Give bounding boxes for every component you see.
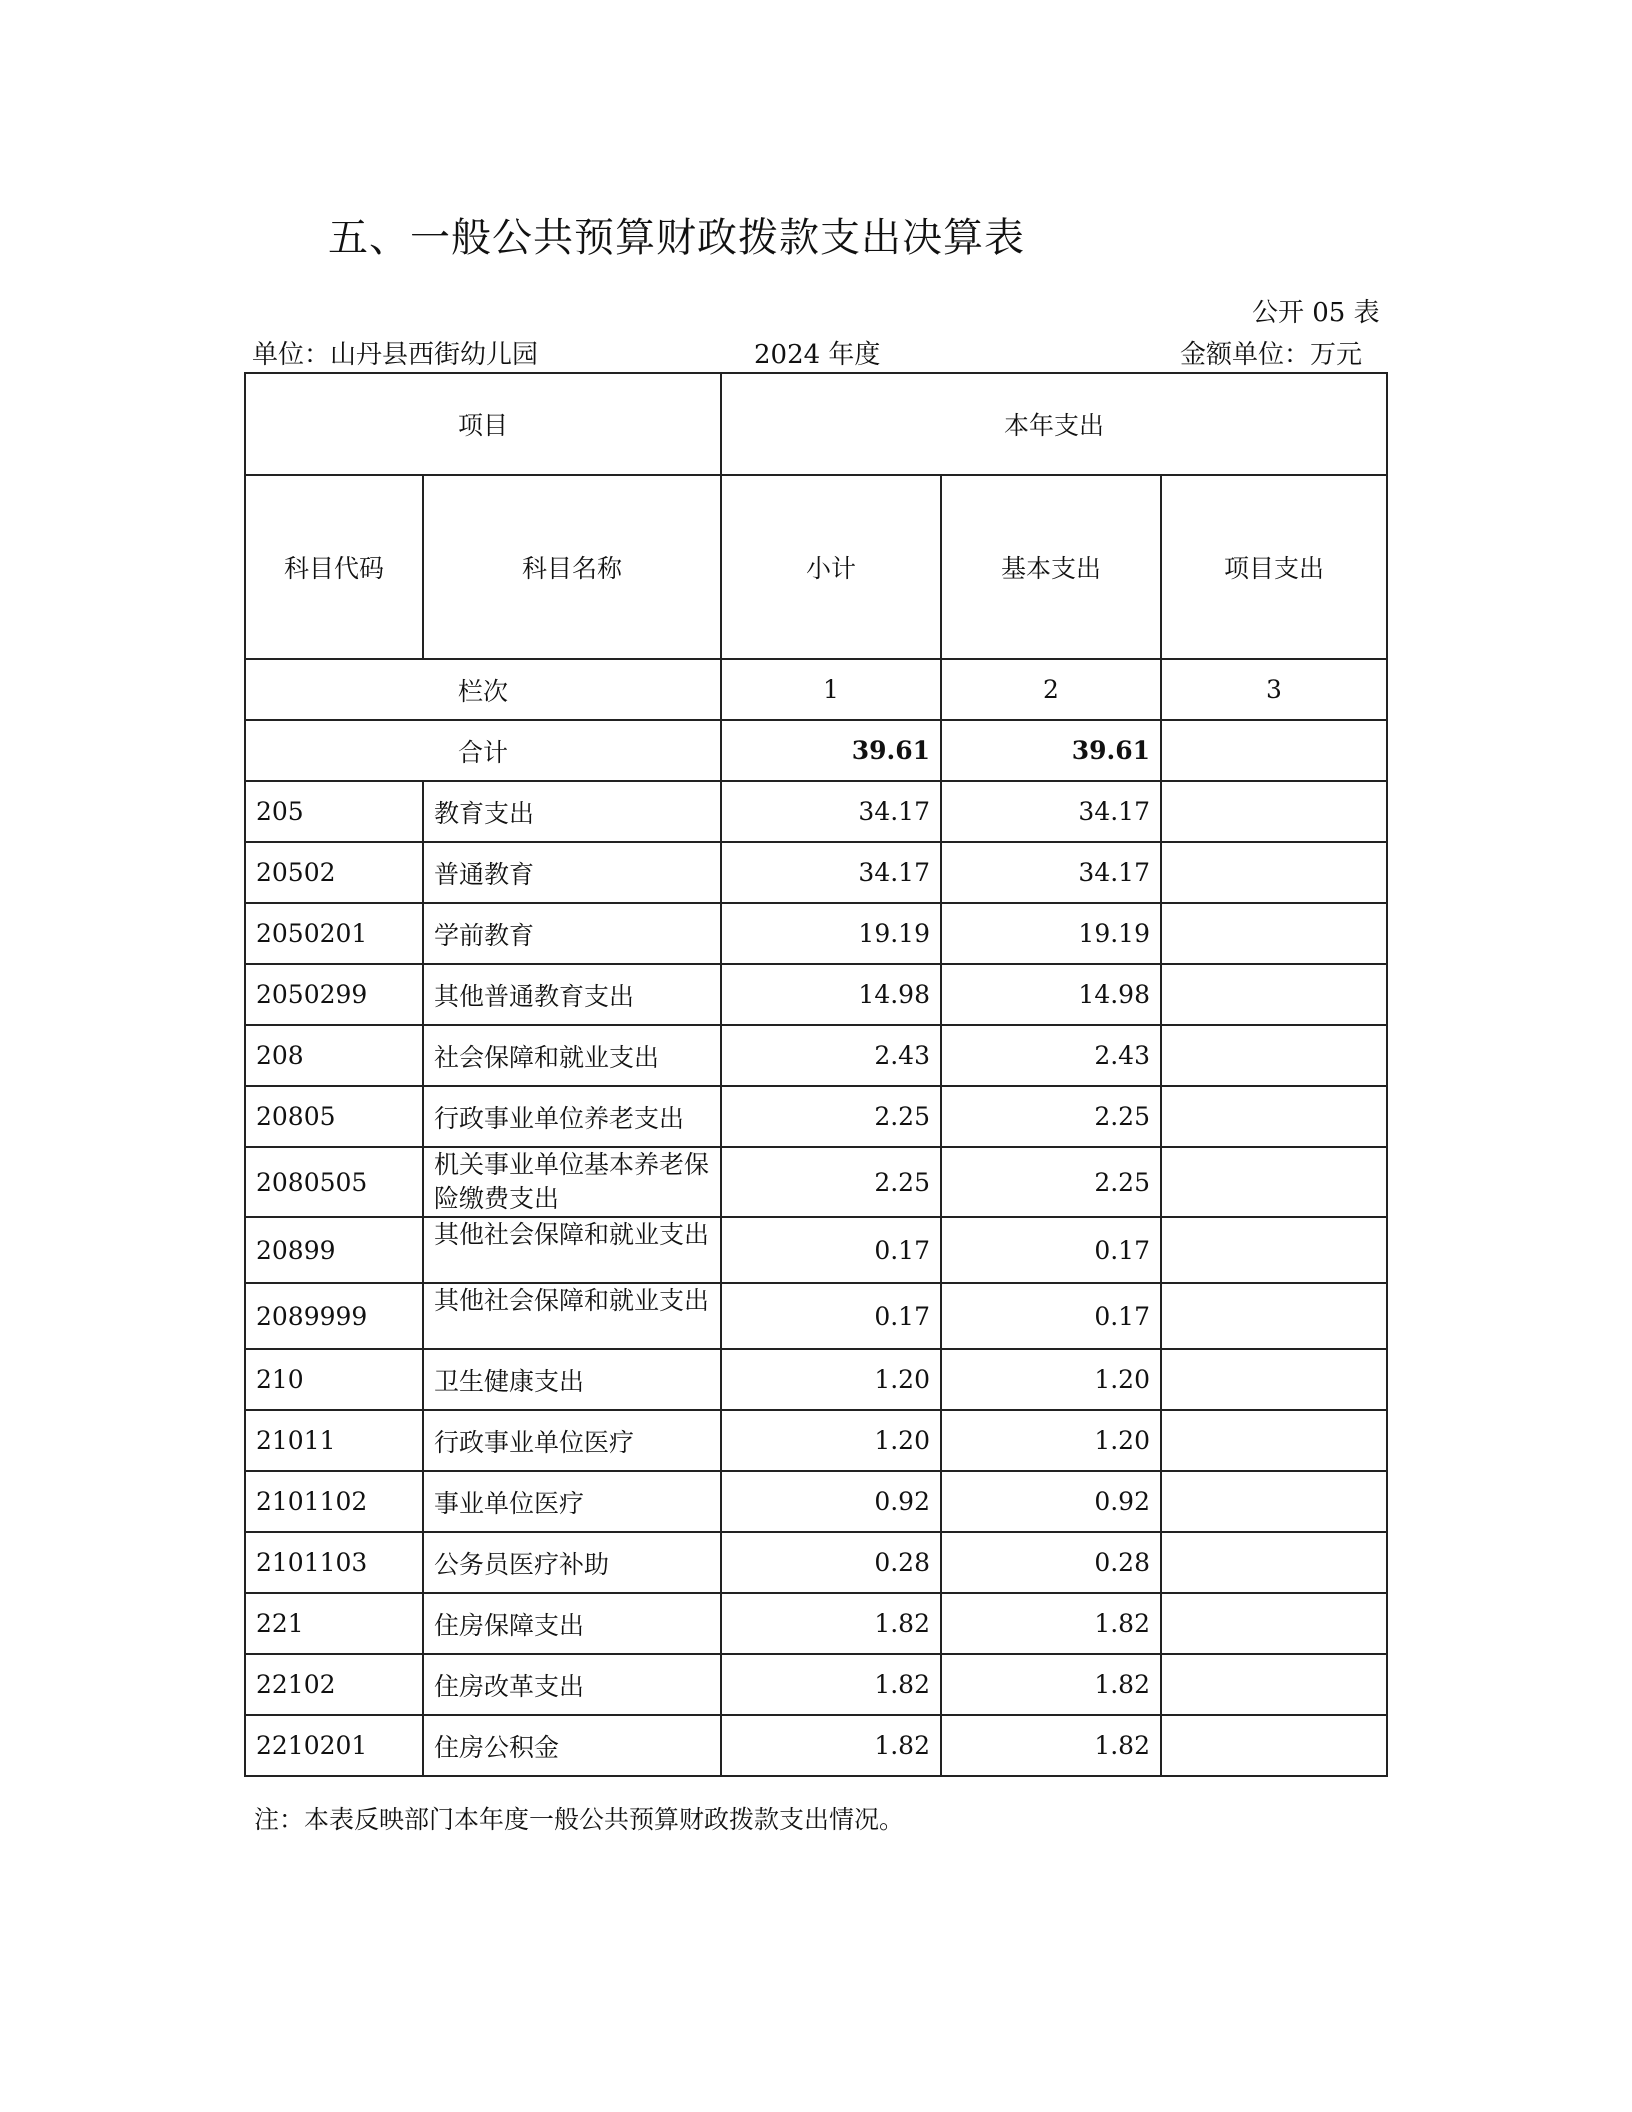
account-code: 21011 xyxy=(245,1410,423,1471)
basic-value: 34.17 xyxy=(941,781,1161,842)
column-index-1: 1 xyxy=(721,659,941,720)
project-value xyxy=(1161,903,1387,964)
account-name xyxy=(423,1147,721,1217)
project-value xyxy=(1161,1025,1387,1086)
account-name: 社会保障和就业支出 xyxy=(423,1025,721,1086)
basic-value: 1.82 xyxy=(941,1654,1161,1715)
footnote: 注：本表反映部门本年度一般公共预算财政拨款支出情况。 xyxy=(254,1805,905,1834)
project-value xyxy=(1161,1349,1387,1410)
account-name: 学前教育 xyxy=(423,903,721,964)
project-value xyxy=(1161,1471,1387,1532)
table-row xyxy=(245,1217,1387,1283)
header-name: 科目名称 xyxy=(423,475,721,659)
total-project xyxy=(1161,720,1387,781)
subtotal-value: 1.20 xyxy=(721,1349,941,1410)
table-row xyxy=(245,903,1387,964)
account-code: 210 xyxy=(245,1349,423,1410)
basic-value: 1.82 xyxy=(941,1715,1161,1776)
account-code: 2101103 xyxy=(245,1532,423,1593)
money-unit-label: 金额单位：万元 xyxy=(1180,340,1363,370)
account-name: 普通教育 xyxy=(423,842,721,903)
project-value xyxy=(1161,1217,1387,1283)
account-name: 卫生健康支出 xyxy=(423,1349,721,1410)
basic-value: 0.17 xyxy=(941,1283,1161,1349)
table-row xyxy=(245,964,1387,1025)
project-value xyxy=(1161,1410,1387,1471)
project-value xyxy=(1161,1283,1387,1349)
table-row xyxy=(245,1147,1387,1217)
subtotal-value: 2.25 xyxy=(721,1147,941,1217)
total-row xyxy=(245,720,1387,781)
project-value xyxy=(1161,1532,1387,1593)
column-index-row xyxy=(245,659,1387,720)
table-row xyxy=(245,1532,1387,1593)
basic-value: 34.17 xyxy=(941,842,1161,903)
basic-value: 2.43 xyxy=(941,1025,1161,1086)
basic-value: 0.28 xyxy=(941,1532,1161,1593)
table-row xyxy=(245,1349,1387,1410)
header-item: 项目 xyxy=(245,373,721,475)
table-row xyxy=(245,842,1387,903)
account-name: 公务员医疗补助 xyxy=(423,1532,721,1593)
account-name: 住房改革支出 xyxy=(423,1654,721,1715)
table-row xyxy=(245,1410,1387,1471)
account-code: 20502 xyxy=(245,842,423,903)
account-code: 2101102 xyxy=(245,1471,423,1532)
project-value xyxy=(1161,1715,1387,1776)
subtotal-value: 0.17 xyxy=(721,1217,941,1283)
total-subtotal: 39.61 xyxy=(721,720,941,781)
project-value xyxy=(1161,1086,1387,1147)
account-code: 2050201 xyxy=(245,903,423,964)
account-code: 205 xyxy=(245,781,423,842)
header-current-year: 本年支出 xyxy=(721,373,1387,475)
account-code: 22102 xyxy=(245,1654,423,1715)
subtotal-value: 0.17 xyxy=(721,1283,941,1349)
header-row-1 xyxy=(245,373,1387,475)
subtotal-value: 1.82 xyxy=(721,1715,941,1776)
table-row xyxy=(245,1593,1387,1654)
basic-value: 1.20 xyxy=(941,1410,1161,1471)
account-name xyxy=(423,1283,721,1349)
year-label: 2024 年度 xyxy=(754,340,881,370)
header-project: 项目支出 xyxy=(1161,475,1387,659)
account-name: 行政事业单位养老支出 xyxy=(423,1086,721,1147)
subtotal-value: 0.92 xyxy=(721,1471,941,1532)
page-title: 五、一般公共预算财政拨款支出决算表 xyxy=(328,215,1025,261)
subtotal-value: 2.43 xyxy=(721,1025,941,1086)
account-code: 20805 xyxy=(245,1086,423,1147)
account-name: 事业单位医疗 xyxy=(423,1471,721,1532)
account-code: 208 xyxy=(245,1025,423,1086)
project-value xyxy=(1161,781,1387,842)
subtotal-value: 1.82 xyxy=(721,1654,941,1715)
subtotal-value: 1.20 xyxy=(721,1410,941,1471)
basic-value: 0.17 xyxy=(941,1217,1161,1283)
table-row xyxy=(245,1471,1387,1532)
subtotal-value: 19.19 xyxy=(721,903,941,964)
header-subtotal: 小计 xyxy=(721,475,941,659)
subtotal-value: 2.25 xyxy=(721,1086,941,1147)
account-name: 教育支出 xyxy=(423,781,721,842)
total-label: 合计 xyxy=(245,720,721,781)
account-name: 住房公积金 xyxy=(423,1715,721,1776)
column-index-label: 栏次 xyxy=(245,659,721,720)
project-value xyxy=(1161,1654,1387,1715)
basic-value: 1.20 xyxy=(941,1349,1161,1410)
account-name: 其他普通教育支出 xyxy=(423,964,721,1025)
form-number: 公开 05 表 xyxy=(1252,298,1380,328)
project-value xyxy=(1161,1147,1387,1217)
account-name: 住房保障支出 xyxy=(423,1593,721,1654)
column-index-2: 2 xyxy=(941,659,1161,720)
basic-value: 19.19 xyxy=(941,903,1161,964)
unit-label: 单位：山丹县西街幼儿园 xyxy=(252,340,539,370)
table-row xyxy=(245,781,1387,842)
account-code: 2080505 xyxy=(245,1147,423,1217)
project-value xyxy=(1161,1593,1387,1654)
subtotal-value: 1.82 xyxy=(721,1593,941,1654)
account-name: 行政事业单位医疗 xyxy=(423,1410,721,1471)
table-row xyxy=(245,1654,1387,1715)
account-code: 2210201 xyxy=(245,1715,423,1776)
basic-value: 1.82 xyxy=(941,1593,1161,1654)
account-name xyxy=(423,1217,721,1283)
project-value xyxy=(1161,842,1387,903)
basic-value: 2.25 xyxy=(941,1086,1161,1147)
subtotal-value: 34.17 xyxy=(721,781,941,842)
subtotal-value: 0.28 xyxy=(721,1532,941,1593)
table-row xyxy=(245,1715,1387,1776)
account-name-text: 机关事业单位基本养老保险缴费支出 xyxy=(434,1150,710,1210)
table-row xyxy=(245,1025,1387,1086)
basic-value: 0.92 xyxy=(941,1471,1161,1532)
header-code: 科目代码 xyxy=(245,475,423,659)
account-code: 221 xyxy=(245,1593,423,1654)
subtotal-value: 34.17 xyxy=(721,842,941,903)
table-row xyxy=(245,1086,1387,1147)
table-row xyxy=(245,1283,1387,1349)
basic-value: 2.25 xyxy=(941,1147,1161,1217)
project-value xyxy=(1161,964,1387,1025)
account-code: 20899 xyxy=(245,1217,423,1283)
budget-table xyxy=(244,372,1388,1777)
basic-value: 14.98 xyxy=(941,964,1161,1025)
header-basic: 基本支出 xyxy=(941,475,1161,659)
account-name-text: 其他社会保障和就业支出 xyxy=(434,1286,710,1315)
account-name-text: 其他社会保障和就业支出 xyxy=(434,1220,710,1249)
account-code: 2089999 xyxy=(245,1283,423,1349)
column-index-3: 3 xyxy=(1161,659,1387,720)
account-code: 2050299 xyxy=(245,964,423,1025)
subtotal-value: 14.98 xyxy=(721,964,941,1025)
header-row-2 xyxy=(245,475,1387,659)
total-basic: 39.61 xyxy=(941,720,1161,781)
